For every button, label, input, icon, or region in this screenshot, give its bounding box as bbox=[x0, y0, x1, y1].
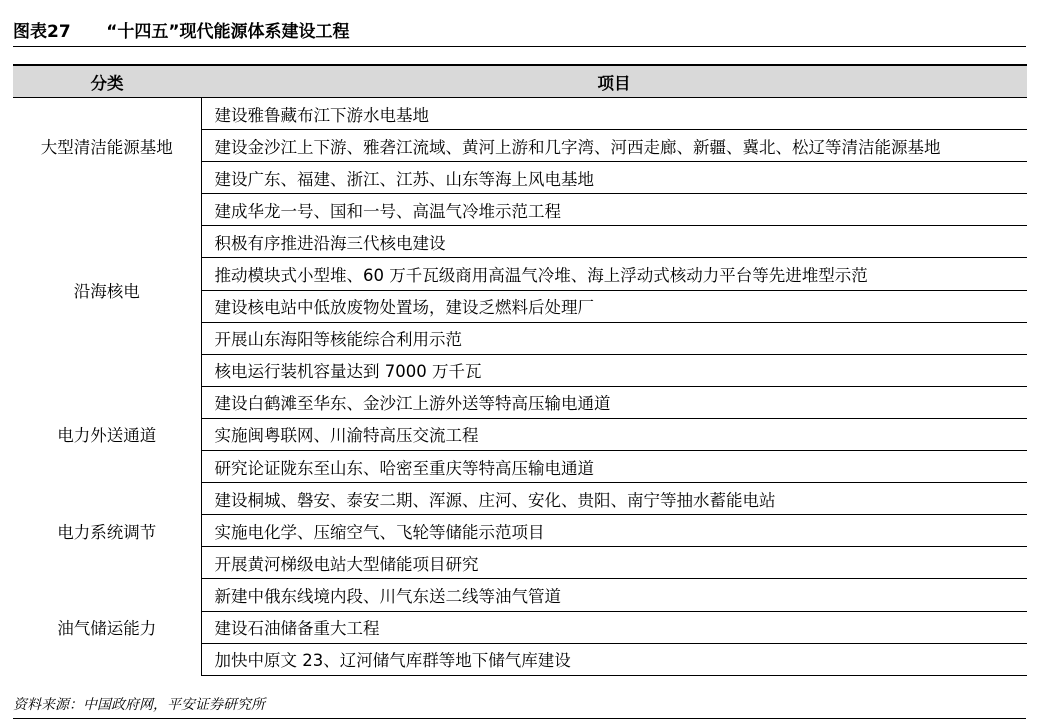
project-cell: 建设广东、福建、浙江、江苏、山东等海上风电基地 bbox=[201, 162, 1027, 194]
table-row bbox=[13, 194, 1027, 226]
project-cell: 实施闽粤联网、川渝特高压交流工程 bbox=[201, 418, 1027, 450]
figure-label: 图表27 bbox=[13, 22, 71, 42]
project-cell: 研究论证陇东至山东、哈密至重庆等特高压输电通道 bbox=[201, 451, 1027, 483]
bottom-divider bbox=[13, 718, 1026, 719]
project-cell: 开展山东海阳等核能综合利用示范 bbox=[201, 322, 1027, 354]
header-category: 分类 bbox=[13, 65, 201, 98]
source-note: 资料来源：中国政府网，平安证券研究所 bbox=[13, 697, 265, 713]
project-cell: 建设石油储备重大工程 bbox=[201, 611, 1027, 643]
project-cell: 建设白鹤滩至华东、金沙江上游外送等特高压输电通道 bbox=[201, 386, 1027, 418]
title-divider bbox=[13, 46, 1026, 47]
table-row bbox=[13, 98, 1027, 130]
project-cell: 积极有序推进沿海三代核电建设 bbox=[201, 226, 1027, 258]
project-cell: 加快中原文 23、辽河储气库群等地下储气库建设 bbox=[201, 643, 1027, 675]
project-cell: 建设金沙江上下游、雅砻江流域、黄河上游和几字湾、河西走廊、新疆、冀北、松辽等清洁能源基地 bbox=[201, 130, 1027, 162]
project-cell: 建成华龙一号、国和一号、高温气冷堆示范工程 bbox=[201, 194, 1027, 226]
project-cell: 建设雅鲁藏布江下游水电基地 bbox=[201, 98, 1027, 130]
table-row bbox=[13, 386, 1027, 418]
category-cell: 电力外送通道 bbox=[13, 386, 201, 482]
project-cell: 实施电化学、压缩空气、飞轮等储能示范项目 bbox=[201, 515, 1027, 547]
category-cell: 沿海核电 bbox=[13, 194, 201, 387]
category-cell: 电力系统调节 bbox=[13, 483, 201, 579]
category-cell: 大型清洁能源基地 bbox=[13, 98, 201, 194]
table-row bbox=[13, 483, 1027, 515]
project-cell: 建设桐城、磐安、泰安二期、浑源、庄河、安化、贵阳、南宁等抽水蓄能电站 bbox=[201, 483, 1027, 515]
table-header-row bbox=[13, 65, 1027, 98]
project-cell: 核电运行装机容量达到 7000 万千瓦 bbox=[201, 354, 1027, 386]
energy-projects-table bbox=[13, 64, 1027, 676]
figure-title bbox=[13, 20, 350, 44]
figure-title-text: “十四五”现代能源体系建设工程 bbox=[106, 22, 350, 42]
project-cell: 开展黄河梯级电站大型储能项目研究 bbox=[201, 547, 1027, 579]
project-cell: 建设核电站中低放废物处置场，建设乏燃料后处理厂 bbox=[201, 290, 1027, 322]
header-project: 项目 bbox=[201, 65, 1027, 98]
project-cell: 新建中俄东线境内段、川气东送二线等油气管道 bbox=[201, 579, 1027, 611]
project-cell: 推动模块式小型堆、60 万千瓦级商用高温气冷堆、海上浮动式核动力平台等先进堆型示范 bbox=[201, 258, 1027, 290]
table-row bbox=[13, 579, 1027, 611]
category-cell: 油气储运能力 bbox=[13, 579, 201, 675]
